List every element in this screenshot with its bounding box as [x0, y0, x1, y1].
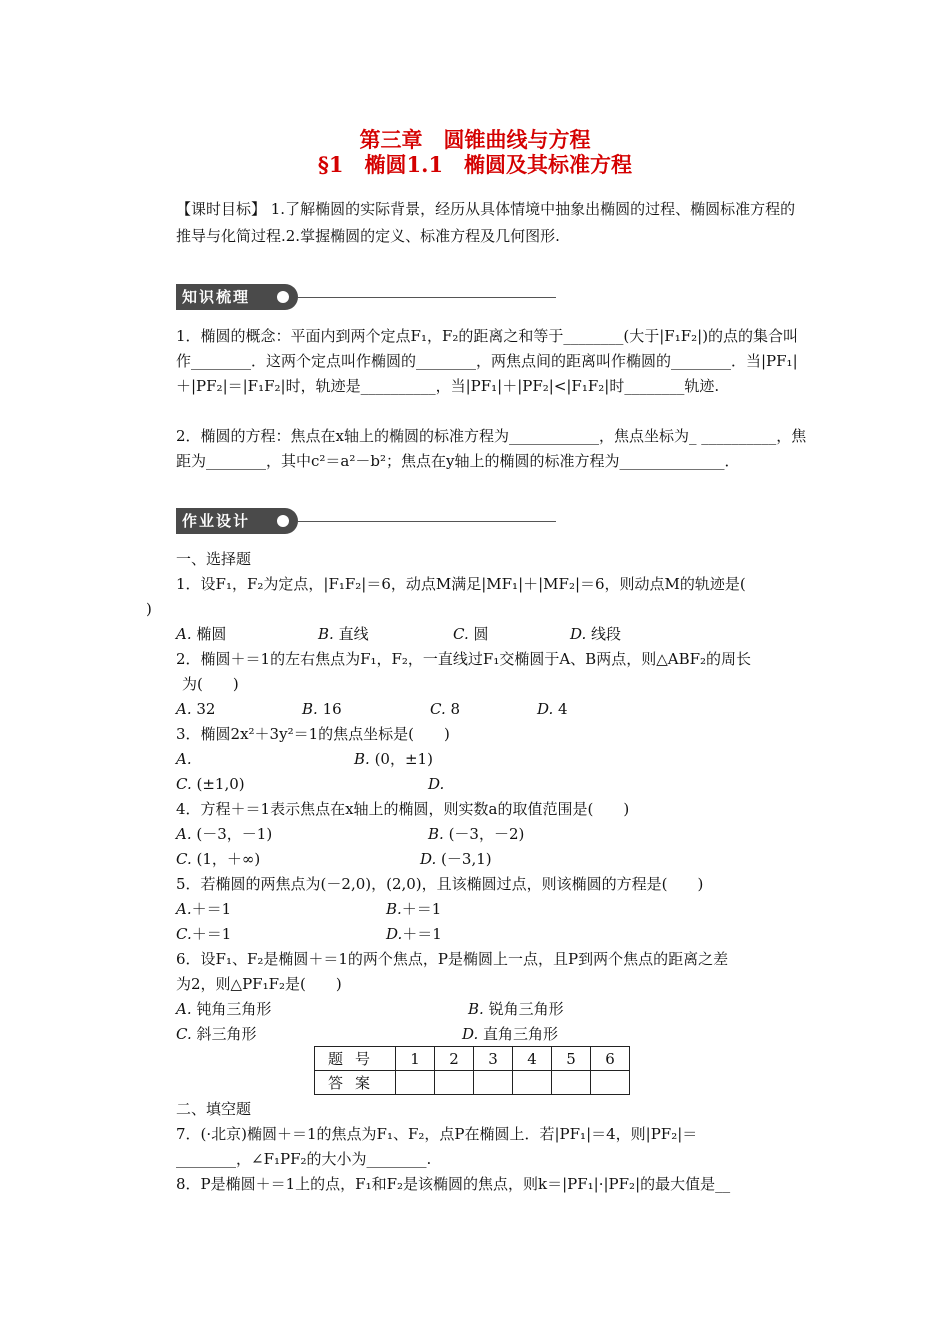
- question-1-cont: ): [146, 600, 152, 618]
- table-cell-number: 1: [396, 1047, 435, 1071]
- question-8: 8．P是椭圆＋＝1上的点，F₁和F₂是该椭圆的焦点，则k＝|PF₁|·|PF₂|的最大值是__: [176, 1175, 731, 1193]
- table-cell-number: 2: [435, 1047, 474, 1071]
- q2-option-a: A. 32: [176, 700, 216, 718]
- q3-option-b: B. (0，±1): [354, 750, 433, 768]
- q6-option-b: B. 锐角三角形: [468, 1000, 564, 1018]
- q4-option-d: D. (－3,1): [420, 850, 492, 868]
- q2-option-c: C. 8: [430, 700, 461, 718]
- question-7-cont: ________，∠F₁PF₂的大小为________.: [176, 1150, 432, 1168]
- table-header-number: 题号: [315, 1047, 396, 1071]
- q5-option-a: A.＋＝1: [176, 900, 232, 918]
- question-3: 3．椭圆2x²＋3y²＝1的焦点坐标是( ): [176, 725, 450, 743]
- answer-table: [314, 1046, 630, 1095]
- q1-option-c: C. 圆: [453, 625, 489, 643]
- q1-option-d: D. 线段: [570, 625, 622, 643]
- table-header-answer: 答案: [315, 1071, 396, 1095]
- table-cell-number: 6: [591, 1047, 630, 1071]
- answer-cell[interactable]: [474, 1071, 513, 1095]
- answer-cell[interactable]: [435, 1071, 474, 1095]
- section-header-knowledge: [176, 284, 556, 310]
- part-heading-choice: 一、选择题: [176, 550, 252, 568]
- question-1: 1．设F₁，F₂为定点，|F₁F₂|＝6，动点M满足|MF₁|＋|MF₂|＝6，则动点M的轨迹是(: [176, 575, 746, 593]
- table-cell-number: 4: [513, 1047, 552, 1071]
- bullet-dot-icon: [277, 291, 289, 303]
- q4-option-c: C. (1，＋∞): [176, 850, 261, 868]
- section-header-homework: [176, 508, 556, 534]
- section-badge: 知识梳理: [176, 284, 298, 310]
- question-2-cont: 为( ): [182, 675, 239, 693]
- q5-option-d: D.＋＝1: [386, 925, 442, 943]
- q3-option-d: D.: [428, 775, 445, 793]
- question-6-cont: 为2，则△PF₁F₂是( ): [176, 975, 342, 993]
- q4-option-a: A. (－3，－1): [176, 825, 273, 843]
- q6-option-a: A. 钝角三角形: [176, 1000, 272, 1018]
- section-badge: 作业设计: [176, 508, 298, 534]
- q1-option-a: A. 椭圆: [176, 625, 227, 643]
- answer-cell[interactable]: [591, 1071, 630, 1095]
- header-rule: [298, 297, 556, 298]
- question-4: 4．方程＋＝1表示焦点在x轴上的椭圆，则实数a的取值范围是( ): [176, 800, 630, 818]
- q5-option-c: C.＋＝1: [176, 925, 232, 943]
- lesson-goal: 【课时目标】 1.了解椭圆的实际背景，经历从具体情境中抽象出椭圆的过程、椭圆标准方程的推导与化简过程.2.掌握椭圆的定义、标准方程及几何图形.: [176, 200, 796, 245]
- q6-option-c: C. 斜三角形: [176, 1025, 257, 1043]
- answer-cell[interactable]: [513, 1071, 552, 1095]
- knowledge-item-2: 2．椭圆的方程：焦点在x轴上的椭圆的标准方程为____________，焦点坐标为_ __________，焦距为________，其中c²＝a²－b²；焦点在y轴上的椭圆的标准方程为______________．: [176, 427, 807, 470]
- answer-cell[interactable]: [396, 1071, 435, 1095]
- part-heading-fill: 二、填空题: [176, 1100, 252, 1118]
- header-rule: [298, 521, 556, 522]
- q6-option-d: D. 直角三角形: [462, 1025, 559, 1043]
- table-cell-number: 5: [552, 1047, 591, 1071]
- question-2: 2．椭圆＋＝1的左右焦点为F₁，F₂，一直线过F₁交椭圆于A、B两点，则△ABF₂的周长: [176, 650, 752, 668]
- q1-option-b: B. 直线: [318, 625, 369, 643]
- question-6: 6．设F₁、F₂是椭圆＋＝1的两个焦点，P是椭圆上一点，且P到两个焦点的距离之差: [176, 950, 729, 968]
- table-row: [315, 1071, 630, 1095]
- bullet-dot-icon: [277, 515, 289, 527]
- question-5: 5．若椭圆的两焦点为(－2,0)，(2,0)，且该椭圆过点，则该椭圆的方程是( ): [176, 875, 704, 893]
- knowledge-item-1: 1．椭圆的概念：平面内到两个定点F₁，F₂的距离之和等于________(大于|F₁F₂|)的点的集合叫作________．这两个定点叫作椭圆的________，两焦点间的距离叫作椭圆的________．当|PF₁|＋|PF₂|＝|F₁F₂|时，轨迹是__________，当|PF₁|＋|PF₂|<|F₁F₂|时________轨迹.: [176, 327, 799, 395]
- chapter-title: 第三章 圆锥曲线与方程: [359, 127, 591, 152]
- answer-cell[interactable]: [552, 1071, 591, 1095]
- q5-option-b: B.＋＝1: [386, 900, 442, 918]
- table-cell-number: 3: [474, 1047, 513, 1071]
- q2-option-d: D. 4: [537, 700, 568, 718]
- q4-option-b: B. (－3，－2): [428, 825, 525, 843]
- q3-option-a: A.: [176, 750, 192, 768]
- section-title: §1 椭圆1.1 椭圆及其标准方程: [317, 152, 633, 177]
- question-7: 7．(·北京)椭圆＋＝1的焦点为F₁、F₂，点P在椭圆上．若|PF₁|＝4，则|PF₂|＝: [176, 1125, 698, 1143]
- table-row: [315, 1047, 630, 1071]
- q3-option-c: C. (±1,0): [176, 775, 245, 793]
- q2-option-b: B. 16: [302, 700, 342, 718]
